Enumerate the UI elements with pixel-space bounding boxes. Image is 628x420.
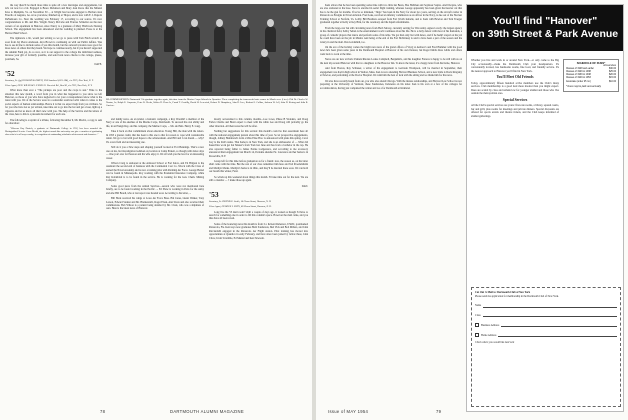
dues-column-header: Annual dues	[603, 65, 616, 68]
class-agent: Class Agent, GEN. WILLIAM J. LYONS 31 Norwich Rd., Box 96, c/o FPO, New York, N. Y.	[5, 83, 93, 87]
checkbox-icon	[475, 333, 479, 337]
class-secretary: Secretary, Lt. DENNIS E. Smith, 14 Chase Street, Hanover, N. H.	[209, 200, 272, 204]
coupon-name-field[interactable]: Name	[475, 304, 617, 308]
ad-intro: Whether you live and work in or around New York—or only come to the Big City occasionally—make the Dartmouth Club your headquarters. It's conveniently located, has handsome rooms, fine food, and friendly service. It's the nearest approach to Hanover you'll find in New York.	[471, 59, 559, 73]
paragraph: The following is a reprint of a tribute, following December 9, Mr. Mack's, a copy, is sent for education:	[5, 118, 102, 126]
left-column-2	[106, 118, 204, 402]
dues-schedule-box	[563, 59, 619, 92]
class-secretary: Secretary, Lt. (jg) HOWARD B. ERICH, USS Sandoval (APA-194), c/o FPO, New York, N. Y.	[5, 78, 94, 82]
paragraph: Nothing but suggestions for this section: this month's could be that assortment here all with the national engagement pattern about this time of year. So let prospective engagements, though, Johnny Hammond's form a Miss Elsie Broc is announced with plans this spring. Carol Jory is the bird's name. That home is in New York, and she is an ambassador of — What did Keesvilles work get but Master's from York last June and has from a bachelor in the top. He also reported being father to James Pointe Lodgerance, and according to me accessory announced their engagement last March 14, Porlekia attended St. Lawrence and her home is in Rooseville, N.Y.	[209, 130, 308, 158]
paragraph: News are our new arrivals: Pamela Rhodes Louise Campbell, Benjamin's, and his daughter Frances is happy to be still with us on the next trip around Hanover with his two daughters to the Hanover Inn. To know the latest, it's a happy letter from his home, Hanover.	[320, 58, 462, 65]
paragraph: So winds up this weekend about things this month. I'll take time out for the next. We are still a calendar — 't make those up again.	[209, 175, 308, 183]
paragraph: We also have recently heard from our, you who also attend Chicago. With the mature relationships, and Harvard Law School is now preparing at the University of Vermont, these Sandstones, Indonesia on his letter. Ken is his own at a few of the colleges for accommodation, having just completed the winter and we a for Dartmouth at Kirkland.	[320, 79, 462, 90]
paragraph: Take it back on that commitment about education. Young Hill, the man with the letters. In 1953 a greater credit, that has been to this one to that for reason to cope with considerable talent. We go to bat with good hopes to the advancement. And Hill and I can dream — why? It's a new field and an interesting one.	[106, 130, 204, 144]
group-photo	[106, 4, 308, 96]
paragraph: On the eve of the holiday comes the bright new news of the grand offices of Vit-Q at Andrew's and Fred Hammer with the good news he's been given some years in the Dartmouth Hospital at Hanover of his own flatterer, but Roger Dubbs Ross Gibbs and others went back to work at the time.	[320, 45, 462, 56]
dues-schedule-title: SCHEDULE OF DUES*	[576, 62, 606, 65]
paragraph: Bill Heck received his wings at Lowe Air Force Base. Hal Jones, Glenn Walker, Tony Larson, Edward Steiner and Mr. Hiemenzich, Roger Elsen, Ann Sloan and also received their commissions. Bob Wilson is a patient being detailed by Mr. Clark, who was a shipmate of ours. Here is the latest news of Hanover.	[106, 197, 204, 211]
paragraph: Still do it you a New steps and shaping yourself located at Fort Bennings. That's a new one on me, but investigation Gehrken on location at Camp Pickett, so though with dance days — One you! ever for Pearson and his wife enjoy it. We all wish you the best for an interesting career.	[106, 146, 204, 160]
dues-row: Classes of 1929 to 1938 $25.00	[566, 71, 616, 74]
class-heading-53: '53	[209, 190, 219, 200]
paragraph: and family news. As an island, a fantastic campaign, a Ray Wouldn't a member of the Navy or one of the enemies of the Marine Corps, Dartmouth. To succeed his own ability and life, in an Ensign Ray, and his company, the Marine Corps, ... Mr. and Mrs. Henry E. Lang.	[106, 118, 204, 128]
ad-headline-line-1: You'll find "Hanover"	[492, 15, 598, 27]
ad-section-heading: You'll Meet Old Friends	[496, 75, 534, 79]
paragraph: From the long-over but still circulating news from Herb Salway, currently serving for Wax Army. Agnes Lovely: the largest agency in the chemical field, Sebby Sehan is the entertainment world continues about his life. He is a daily dancer with most of his husbands, a group of comedic players that dance and perform some of his table. We got then only but with dance, and if he hadn't stayed on the job he could have been on the job in Miami. And being at the end of the Fort McKinney is said to have been a part of the season and the lottery in and the mail. Dan Goldsmith, too.	[320, 26, 462, 44]
coupon-home-field[interactable]: Home Address	[475, 333, 617, 337]
class-heading-52: '52	[5, 68, 15, 78]
ad-section-heading: Special Services	[502, 97, 528, 102]
paragraph: Some of the bouncing news this month is from: Lt. & Kent Rabenow, USMC, postmarked Pensacola, Fla. Kent says new graduates Herb Sanderson, Mel Vick and Bob Millers, and John Ricciardelli engaged in the Pensacola Air Flight station. Pilot training has moved into opportunities at Quantico in early February, and have since been joined by fellow three, John Chow, Irwin Scramble, Ed Maniel and Ken Newsom.	[209, 222, 308, 240]
quoted-tribute: "Whereas Ray Daniels, a graduate of Dartmouth College in 1952, has been awarded the Distinguished Service Cross Medal, the highest award this university can give a member of graduating class who is in all ways worthy, in recognition of outstanding scholastic achievement and character..."	[5, 127, 102, 136]
signature: DAVE.	[94, 63, 102, 67]
coupon-class-field[interactable]: Class	[475, 314, 617, 318]
ad-body	[471, 59, 559, 118]
paragraph: the way there'll be much more time to spite off a few marriages and engagements, but let's cut now for a bit. Engaged is Bruce Dickinson and Mary Jean Rowe that the Minstal have to Memphis, Va. on November 30 ... at Wright has become engaged to Barbara Jean Fruecho of Augusta, Ga. At as you know, finished up at Thayer, and is now with E. I. Dupont DeNemours Co. Near the wedding was February 17, according to our source. It's now congratulations to Mr. and Mrs. Wright. Nancy McCabe and Frances Schneller are the new owners of an apartment in Hanover, since Nancy is a graduate of Mary Hitchcock Nursing School. The engagement has been announced and the wedding is planned. Fosse is at the Harvard Med School.	[5, 4, 102, 35]
right-column-1	[320, 4, 462, 402]
dues-note: * Dues may be paid semi-annually	[566, 85, 601, 88]
left-column-1	[5, 4, 102, 402]
page-number: 79	[436, 409, 442, 414]
page-number: 78	[100, 409, 106, 414]
dartmouth-club-advertisement	[466, 4, 624, 412]
paragraph: And from Boston, Ray Schrauer, a writer of his engagement to Gertrude Thompson, will be married in September, their engagement was had in high school in Walton, Mass. Ken is now attending Harvard Business School, and a new bride is Doris Kingsley at Newton, and performing at the Doctor Hospital. We wish him the best of luck with the sitting and we thank him for his news.	[320, 67, 462, 78]
dues-row: Associate (under 25 mi.) $10.00	[566, 80, 616, 83]
dues-row: Classes of 1949 to 1953 $15.00	[566, 77, 616, 80]
class-agent: Class Agent, GEORGE I. LIVIN, 60 Chase Street, Hanover, N. H.	[209, 205, 272, 209]
membership-coupon	[471, 287, 621, 407]
ad-headline	[467, 5, 623, 51]
ad-paragraph: Today, approximately fifteen hundred active members use the Club's many services. Club membership is a good deal more modest than you might expect. Dues are scaled by class and remain low for younger alumni and those who live outside the metropolitan area.	[471, 81, 559, 95]
coupon-business-field[interactable]: Business Address	[475, 323, 617, 327]
dues-row: Classes of 1939 to 1948 $20.00	[566, 74, 616, 77]
paragraph: The rigmarole a bit, would just writing so we go to press with Tom Finch scratch as soon from Jay Pierce Andresen. Alva Brown is continuing on with our Public Affairs. Was has to see in line to include some of you this month, but the outward travelers were good for more news of others that they heard. We hope to continue nearly, but if you haven't supported the Alumni Fund yet, do so now, as it is our support to the college the individual sadness, increase your gift of formally possible, and send back news checks to the college, please, postmark, Sa.	[5, 37, 102, 61]
paragraph: Some good news from the Armed Services—several who were not mentioned here briefly, are to be found working in the Pacific. ... Ed Shaw is working in Paris for the Army and Abe Bill Boudl, who at last report was headed west. According to his letter, ...	[106, 184, 204, 195]
left-column-3	[209, 118, 308, 402]
dues-row: Classes of 1928 and earlier $30.00	[566, 68, 616, 71]
photo-caption: RE-COMMISSIONED: Dartmouth '53s graduate together again, this time from the Marine Corps Schools in Quantico. These completing the framework basic course in March were (l to r): Did Dr. Charles W. Norton, Jr.; Ralph E. Carpenter, Peter B. Hecks, Walter H. Dean Jr., Frank T. Gentilly, David W. Lerewick, Robert D. Humphrey, Alan H. Ives, Richard J. Collins, Jackson W. Jell, John D. Koring and Julia B. Carriere.	[106, 98, 308, 108]
left-page	[0, 0, 312, 420]
signature: DAN.	[301, 184, 308, 188]
magazine-title: DARTMOUTH ALUMNI MAGAZINE	[170, 409, 244, 414]
paragraph: What more than ever a "The pickups are poor and the crops is sun." Time to the situation this new month, a word from you in what has happened to you since we left Hanover, so those of you who have neglected to let your correspondence know what is the latest with you. We of the Service were in a somewhat restricted orbit when it comes to the social aspects of human relationships. Hence it is that we expect help from you civilians. So for you who have not as yet written, take time out to go into the bar and get a beer, light up a cigarette and let us know all that's new with you. The help of the Service and the letters of the class, here to this is a pleasant movement for each one.	[5, 89, 102, 117]
paragraph: mostly accustomed to this column, months—Lee Lowe, Phase B Wonders, and Doug Farlex Charlie and Brent expect to meet with the while Lee and Doug will probably go the other direction. All then notes the will be after.	[209, 118, 308, 128]
issue-date: Issue of MAY 1954	[328, 409, 369, 414]
ad-headline-line-2: on 39th Street & Park Avenue	[471, 28, 619, 40]
coupon-request: Please send me application for membership in the Dartmouth Club of New York.	[475, 294, 559, 298]
paragraph: Wilson Craig is stationed at the Armored School at Fort Knox, and Ed Hilgren is the Assistant the second end of business with the Continental Cost Co. Wreck with the Class of earned the Naval Academy and is now a training pilot with Pershing Air Force. George Hetzel can be found in Minneapolis. Roy working with the Prudential Insurance Company, while Ray Kobleblatt is to be found in the service. He is working for the Gen. Chem. Mining Company.	[106, 161, 204, 183]
ad-paragraph: All the Club's special services are yours: first-rate rooms, a library, squash courts, bar and grill, plus rooms for meetings and private dinners. Special discounts are offered for sports events and theatre tickets, and the Club keeps informed of alumni gatherings.	[471, 104, 559, 118]
paragraph: Group left for this time before graduation as for a friend: now, the reason as, on the latter shall come with the time. But the rest of our class remember him here and Ted Proedelshalm and Marilyn Marks. Marilyn's home is in Ohio, and they'll be married there soon. We can hold our breath this winter, Fatal.	[209, 159, 308, 174]
coupon-check-note: Check where you would like mail sent	[475, 341, 515, 345]
coupon-address: Cut Out 'n Mail to: Dartmouth Club of New York	[475, 291, 531, 294]
paragraph: Long live the '53 mail room! Until a couple of days ago, it looked as though I'd have to search for something else in order to fill this column's space. However the mail came, and you thus have all been saved.	[209, 210, 308, 221]
checkbox-icon	[475, 323, 479, 327]
paragraph: Kent allows that he has been spending some time with two little Ian Bears, Bea Hallman and Seymour Sapire. And Dwayne, who are also stationed at the base. Steve is enrolled in aerial flight training, whereas George apparently has been given the heavier cut that has to be the gun for months. If we're so mistaken, "Jingo" has been in the Navy for about two years, serving on the aircraft carrier in Pensacola as Ensigns in Naval Aviation. Fred Lake, received an infantry commission as an officer in the Navy, is due out of the Nuclear Training School at Norfolk, Va. Lobby Bill Heathers escaped from Fort Worth Isabelle, and to Kent with Hewton and Tom Traeger graduated together at Kelly at Key Birk, for the ceremony and the liquid refreshments.	[320, 4, 462, 25]
